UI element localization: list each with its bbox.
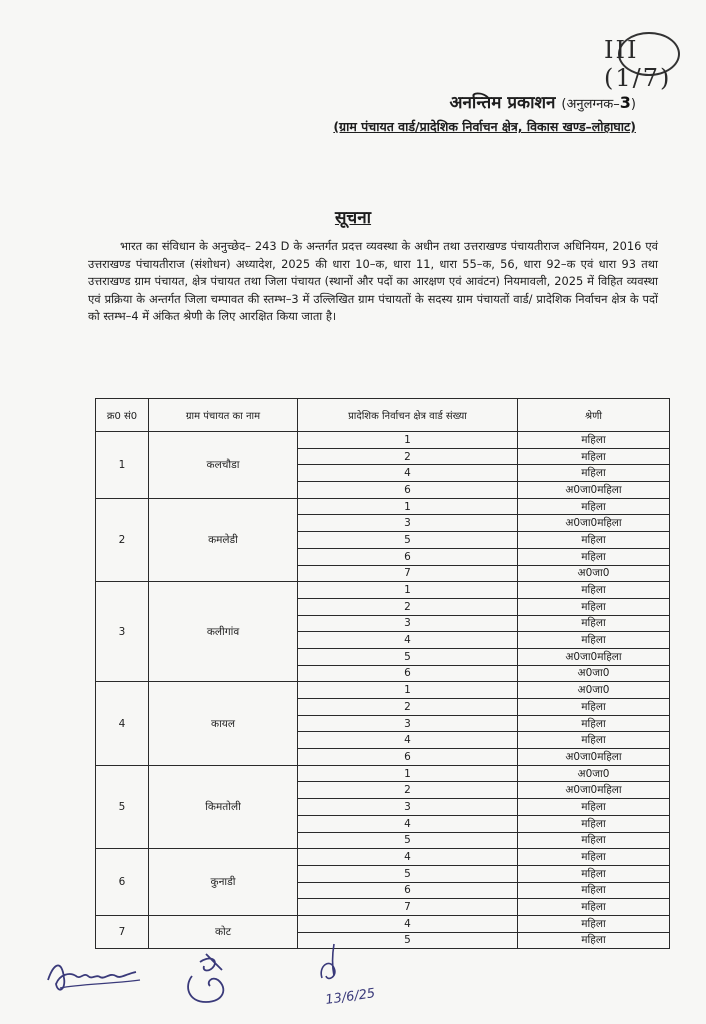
- category-cell: महिला: [518, 899, 670, 916]
- category-cell: महिला: [518, 448, 670, 465]
- ward-number-cell: 1: [298, 765, 518, 782]
- table-row: [96, 849, 670, 866]
- panchayat-name-cell: किमतोली: [149, 765, 298, 848]
- page-number-text: III (1/7): [604, 36, 672, 92]
- ward-number-cell: 2: [298, 782, 518, 799]
- table-row: [96, 498, 670, 515]
- signature-1: [40, 950, 150, 1000]
- header-panchayat-name: ग्राम पंचायत का नाम: [149, 399, 298, 432]
- category-cell: अ0जा0: [518, 665, 670, 682]
- header-category: श्रेणी: [518, 399, 670, 432]
- category-cell: महिला: [518, 498, 670, 515]
- category-cell: महिला: [518, 582, 670, 599]
- serial-cell: 4: [96, 682, 149, 765]
- table-row: [96, 682, 670, 699]
- table-row: [96, 582, 670, 599]
- reservation-table: [95, 398, 670, 949]
- category-cell: अ0जा0महिला: [518, 782, 670, 799]
- table-header-row: [96, 399, 670, 432]
- header-title: अनन्तिम प्रकाशन: [449, 93, 556, 113]
- category-cell: महिला: [518, 882, 670, 899]
- header-subtitle: (ग्राम पंचायत वार्ड/प्रादेशिक निर्वाचन क्षेत्र, विकास खण्ड–लोहाघाट): [333, 119, 636, 134]
- ward-number-cell: 1: [298, 498, 518, 515]
- ward-number-cell: 5: [298, 865, 518, 882]
- ward-number-cell: 4: [298, 465, 518, 482]
- ward-number-cell: 3: [298, 799, 518, 816]
- serial-cell: 2: [96, 498, 149, 581]
- ward-number-cell: 5: [298, 832, 518, 849]
- serial-cell: 7: [96, 915, 149, 948]
- panchayat-name-cell: कलीगांव: [149, 582, 298, 682]
- document-header: [333, 90, 636, 135]
- category-cell: महिला: [518, 865, 670, 882]
- serial-cell: 5: [96, 765, 149, 848]
- category-cell: महिला: [518, 715, 670, 732]
- category-cell: अ0जा0महिला: [518, 515, 670, 532]
- panchayat-name-cell: कमलेडी: [149, 498, 298, 581]
- ward-number-cell: 3: [298, 615, 518, 632]
- signature-date: 13/6/25: [324, 986, 377, 1008]
- serial-cell: 6: [96, 849, 149, 916]
- ward-number-cell: 7: [298, 565, 518, 582]
- ward-number-cell: 1: [298, 582, 518, 599]
- ward-number-cell: 4: [298, 632, 518, 649]
- ward-number-cell: 6: [298, 749, 518, 766]
- panchayat-name-cell: कायल: [149, 682, 298, 765]
- category-cell: अ0जा0महिला: [518, 482, 670, 499]
- ward-number-cell: 6: [298, 548, 518, 565]
- table-row: [96, 765, 670, 782]
- category-cell: महिला: [518, 799, 670, 816]
- panchayat-name-cell: कलचौडा: [149, 432, 298, 499]
- ward-number-cell: 5: [298, 932, 518, 949]
- category-cell: महिला: [518, 815, 670, 832]
- ward-number-cell: 6: [298, 665, 518, 682]
- category-cell: अ0जा0: [518, 682, 670, 699]
- category-cell: महिला: [518, 432, 670, 449]
- category-cell: अ0जा0: [518, 565, 670, 582]
- ward-number-cell: 6: [298, 482, 518, 499]
- category-cell: अ0जा0महिला: [518, 648, 670, 665]
- category-cell: महिला: [518, 832, 670, 849]
- category-cell: महिला: [518, 465, 670, 482]
- category-cell: महिला: [518, 615, 670, 632]
- ward-number-cell: 7: [298, 899, 518, 916]
- signature-2: [178, 950, 248, 1010]
- ward-number-cell: 3: [298, 715, 518, 732]
- table-body: [96, 432, 670, 949]
- ward-number-cell: 2: [298, 448, 518, 465]
- category-cell: अ0जा0महिला: [518, 749, 670, 766]
- panchayat-name-cell: कुनाडी: [149, 849, 298, 916]
- annexure-number: 3: [619, 93, 631, 112]
- category-cell: महिला: [518, 915, 670, 932]
- ward-number-cell: 4: [298, 732, 518, 749]
- category-cell: महिला: [518, 548, 670, 565]
- category-cell: महिला: [518, 532, 670, 549]
- header-ward-number: प्रादेशिक निर्वाचन क्षेत्र वार्ड संख्या: [298, 399, 518, 432]
- header-title-line: [333, 90, 636, 113]
- page-number-stamp: [598, 30, 680, 92]
- ward-number-cell: 4: [298, 815, 518, 832]
- category-cell: महिला: [518, 732, 670, 749]
- ward-number-cell: 2: [298, 598, 518, 615]
- category-cell: महिला: [518, 932, 670, 949]
- ward-number-cell: 1: [298, 682, 518, 699]
- panchayat-name-cell: कोट: [149, 915, 298, 948]
- ward-number-cell: 5: [298, 648, 518, 665]
- ward-number-cell: 1: [298, 432, 518, 449]
- serial-cell: 1: [96, 432, 149, 499]
- category-cell: अ0जा0: [518, 765, 670, 782]
- serial-cell: 3: [96, 582, 149, 682]
- ward-number-cell: 6: [298, 882, 518, 899]
- ward-number-cell: 2: [298, 699, 518, 716]
- annexure-label: (अनुलग्नक–3): [561, 93, 636, 112]
- category-cell: महिला: [518, 598, 670, 615]
- ward-number-cell: 3: [298, 515, 518, 532]
- ward-number-cell: 4: [298, 915, 518, 932]
- category-cell: महिला: [518, 699, 670, 716]
- table-row: [96, 915, 670, 932]
- header-serial: क्र0 सं0: [96, 399, 149, 432]
- table-row: [96, 432, 670, 449]
- ward-number-cell: 5: [298, 532, 518, 549]
- notice-body: भारत का संविधान के अनुच्छेद– 243 D के अन्तर्गत प्रदत्त व्यवस्था के अधीन तथा उत्तराखण्ड पंचायतीराज अधिनियम, 2016 एवं उत्तराखण्ड पंचायतीराज (संशोधन) अध्यादेश, 2025 की धारा 10–क, धारा 11, धारा 55–क, 56, धारा 92–क एवं धारा 93 तथा उत्तराखण्ड ग्राम पंचायत, क्षेत्र पंचायत तथा जिला पंचायत (स्थानों और पदों का आरक्षण एवं आवंटन) नियमावली, 2025 में विहित व्यवस्था एवं प्रक्रिया के अन्तर्गत जिला चम्पावत की स्तम्भ–3 में उल्लिखित ग्राम पंचायतों के सदस्य ग्राम पंचायतों वार्ड/ प्रादेशिक निर्वाचन क्षेत्र के पदों को स्तम्भ–4 में अंकित श्रेणी के लिए आरक्षित किया जाता है।: [88, 239, 658, 323]
- category-cell: महिला: [518, 632, 670, 649]
- notice-title: सूचना: [334, 208, 372, 228]
- signature-3: [312, 942, 392, 1012]
- ward-number-cell: 4: [298, 849, 518, 866]
- category-cell: महिला: [518, 849, 670, 866]
